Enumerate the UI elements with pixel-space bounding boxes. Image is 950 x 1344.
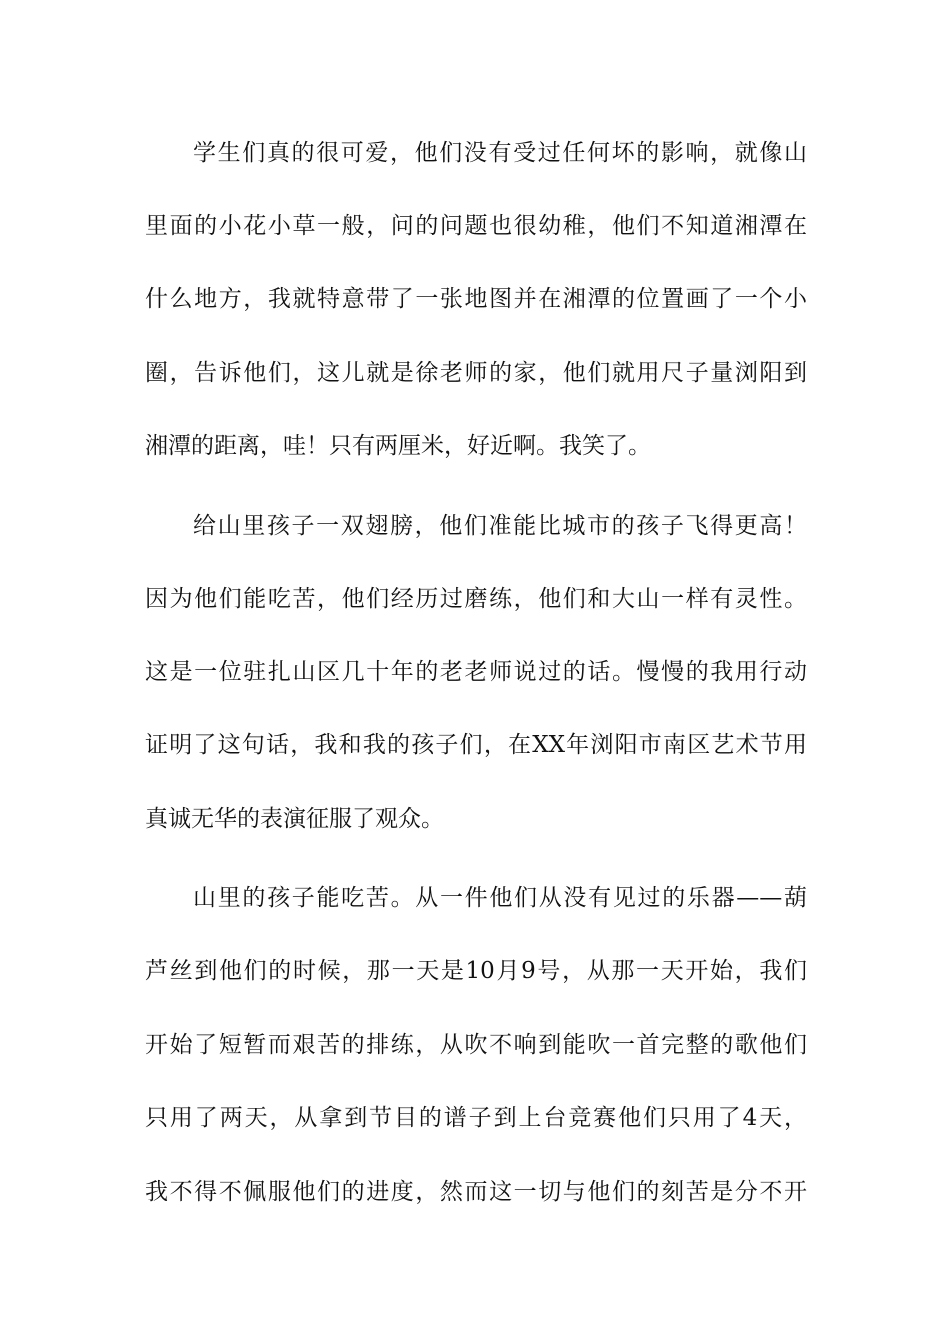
paragraph-2-line-1: 给山里孩子一双翅膀，他们准能比城市的孩子飞得更高！ [193,513,807,539]
paragraph-3-line-3: 开始了短暂而艰苦的排练，从吹不响到能吹一首完整的歌他们 [145,1032,807,1058]
paragraph-3-line-1: 山里的孩子能吃苦。从一件他们从没有见过的乐器——葫 [193,885,807,911]
paragraph-3-line-4: 只用了两天，从拿到节目的谱子到上台竞赛他们只用了4天， [145,1105,807,1131]
paragraph-1-line-4: 圈，告诉他们，这儿就是徐老师的家，他们就用尺子量浏阳到 [145,360,807,386]
paragraph-2-line-2: 因为他们能吃苦，他们经历过磨练，他们和大山一样有灵性。 [145,586,807,612]
paragraph-1-line-3: 什么地方，我就特意带了一张地图并在湘潭的位置画了一个小 [145,286,807,312]
paragraph-3-line-5: 我不得不佩服他们的进度，然而这一切与他们的刻苦是分不开 [145,1179,807,1205]
paragraph-3-line-2: 芦丝到他们的时候，那一天是10月9号，从那一天开始，我们 [145,958,807,984]
paragraph-1-line-2: 里面的小花小草一般，问的问题也很幼稚，他们不知道湘潭在 [145,213,807,239]
paragraph-1-line-5: 湘潭的距离，哇！只有两厘米，好近啊。我笑了。 [145,433,651,459]
paragraph-2-line-5: 真诚无华的表演征服了观众。 [145,806,444,832]
paragraph-2-line-3: 这是一位驻扎山区几十年的老老师说过的话。慢慢的我用行动 [145,659,807,685]
paragraph-1-line-1: 学生们真的很可爱，他们没有受过任何坏的影响，就像山 [193,140,807,166]
paragraph-2-line-4: 证明了这句话，我和我的孩子们，在XX年浏阳市南区艺术节用 [145,732,807,758]
